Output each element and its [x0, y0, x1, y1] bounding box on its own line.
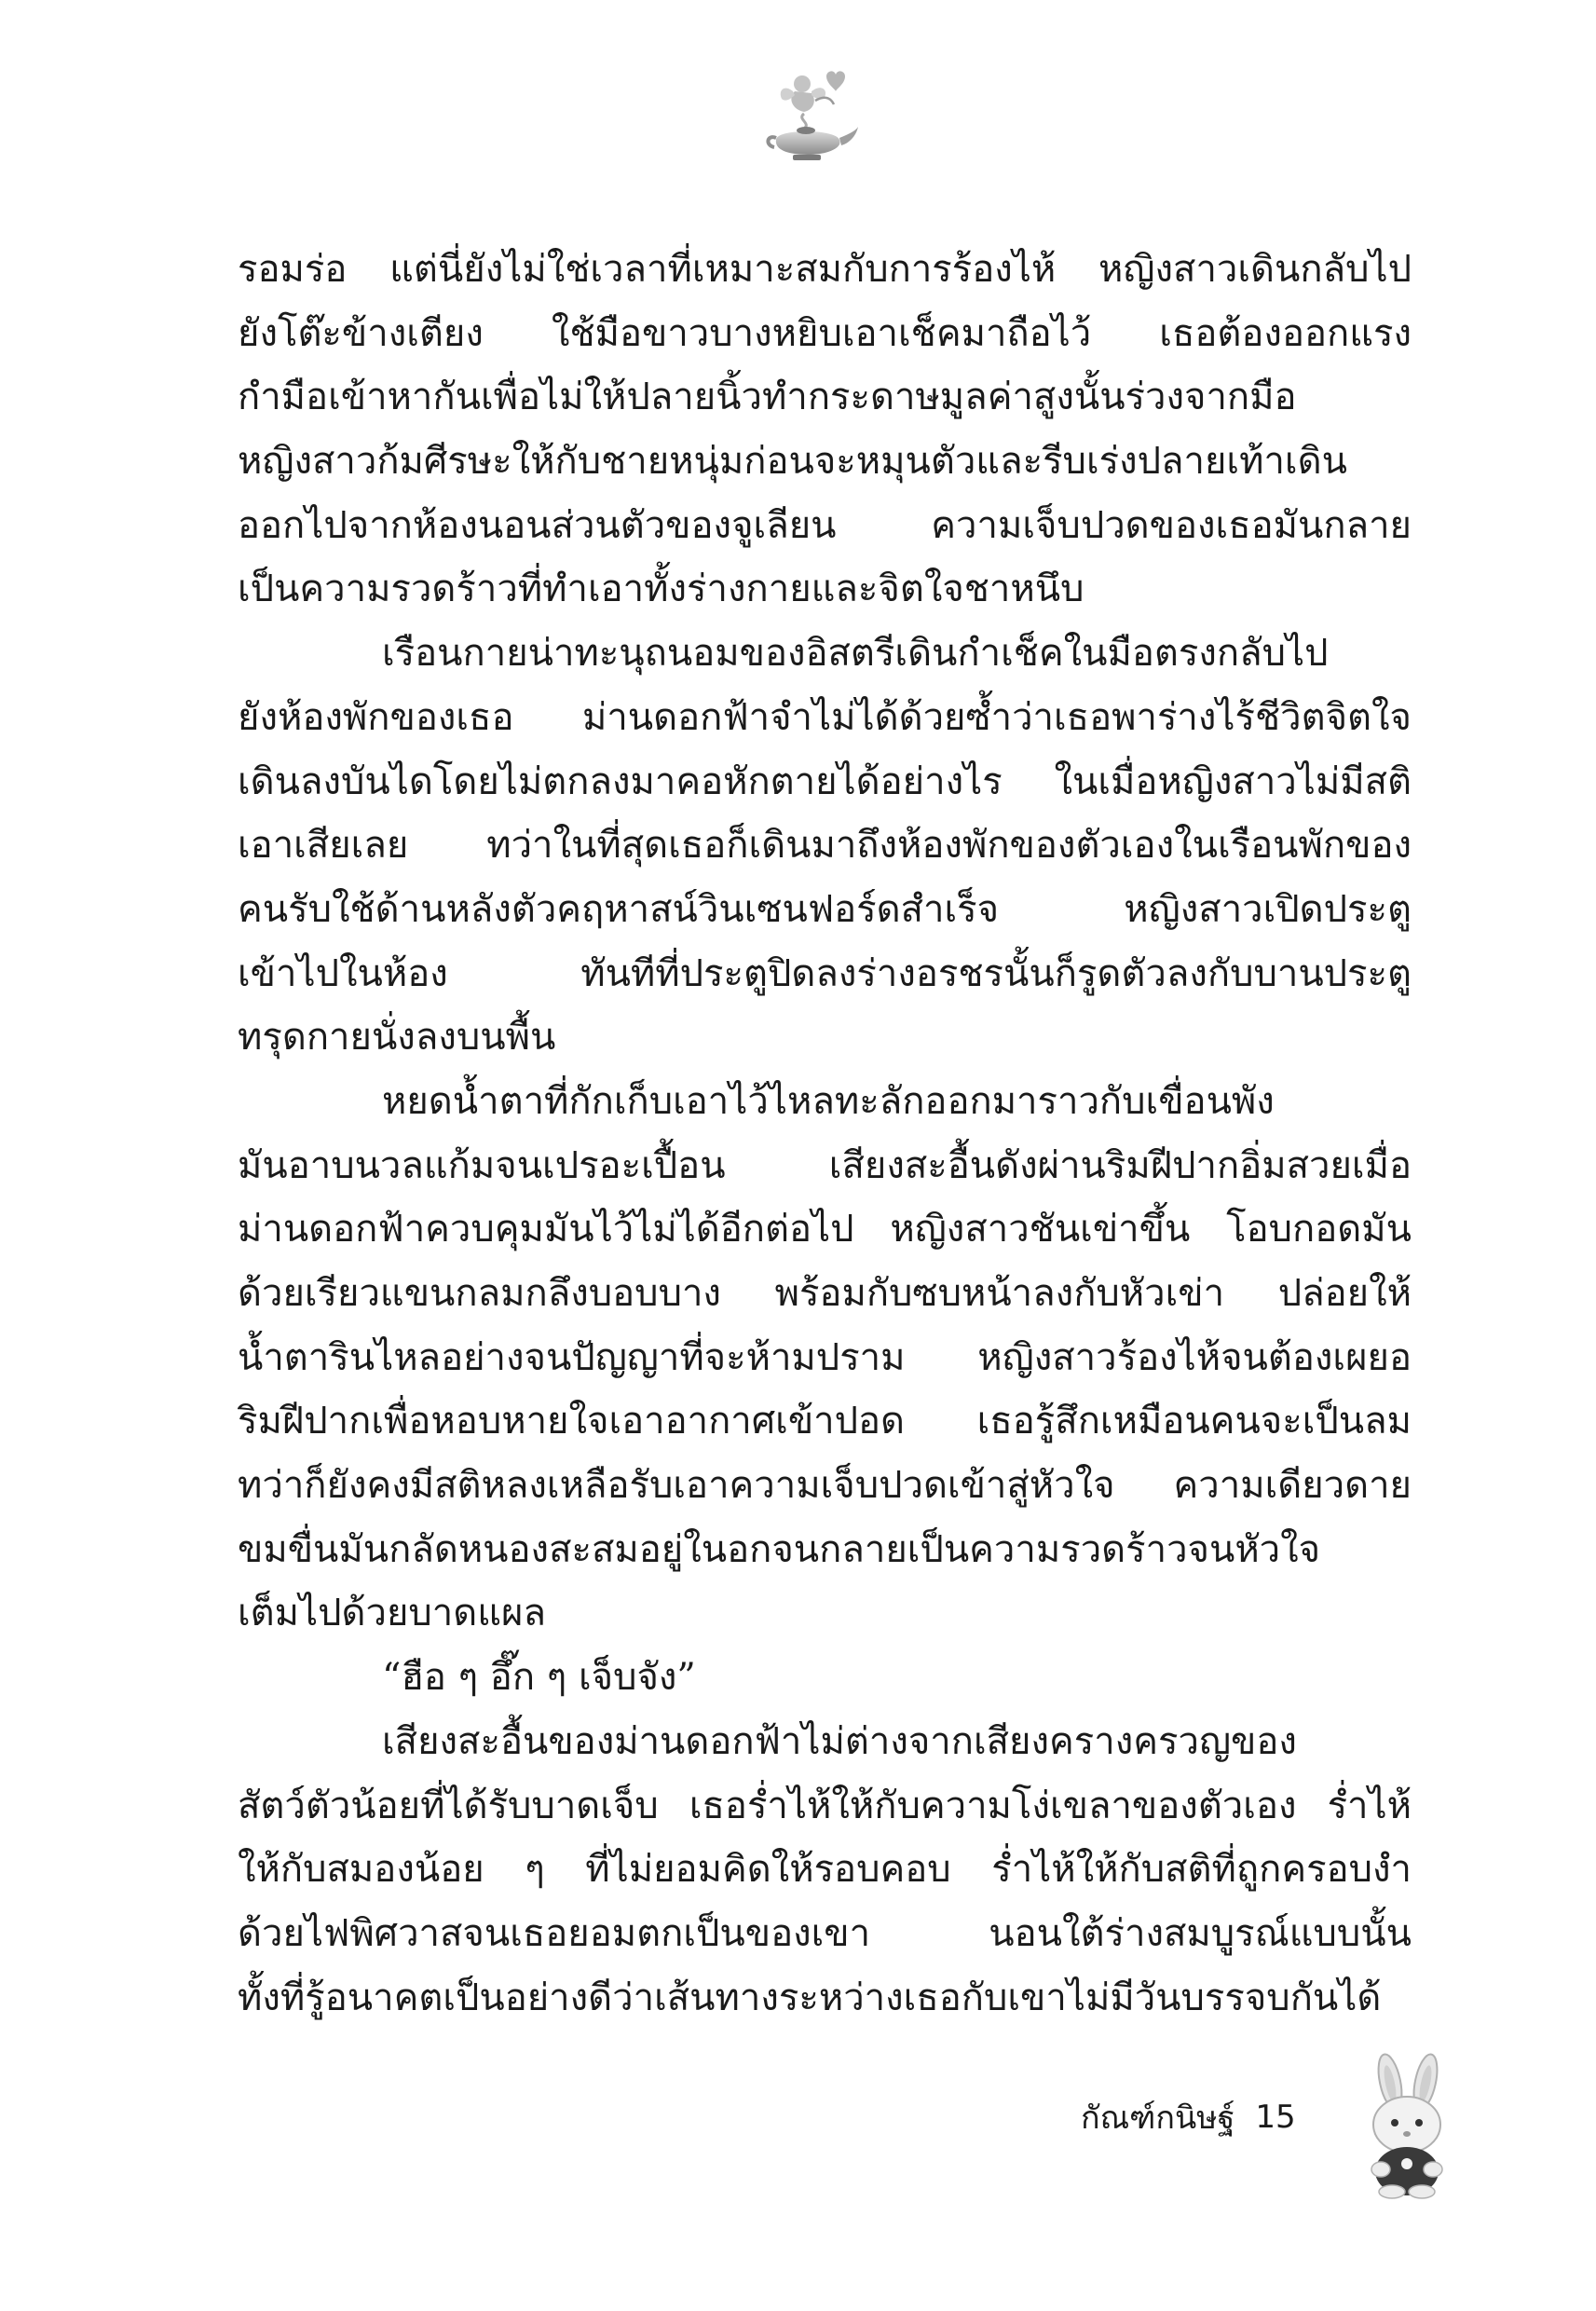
text-line: หญิงสาวก้มศีรษะให้กับชายหนุ่มก่อนจะหมุนตัวและรีบเร่งปลายเท้าเดิน — [238, 440, 1347, 484]
book-title: กัณฑ์กนิษฐ์ — [1081, 2099, 1235, 2137]
text-line: รอมร่อ แต่นี่ยังไม่ใช่เวลาที่เหมาะสมกับการร้องไห้ หญิงสาวเดินกลับไป — [238, 248, 1412, 291]
text-line: เดินลงบันไดโดยไม่ตกลงมาคอหักตายได้อย่างไร ในเมื่อหญิงสาวไม่มีสติ — [238, 759, 1412, 803]
text-line: ด้วยไฟพิศวาสจนเธอยอมตกเป็นของเขา นอนใต้ร่างสมบูรณ์แบบนั้น — [238, 1911, 1412, 1955]
text-line: เข้าไปในห้อง ทันทีที่ประตูปิดลงร่างอรชรนั้นก็รูดตัวลงกับบานประตู — [238, 951, 1412, 995]
cupid-genie-lamp-icon — [759, 63, 862, 166]
text-line: ทว่าก็ยังคงมีสติหลงเหลือรับเอาความเจ็บปวดเข้าสู่หัวใจ ความเดียวดาย — [238, 1464, 1412, 1508]
text-line: ออกไปจากห้องนอนส่วนตัวของจูเลียน ความเจ็บปวดของเธอมันกลาย — [238, 503, 1412, 547]
text-line: มันอาบนวลแก้มจนเปรอะเปื้อน เสียงสะอื้นดังผ่านริมฝีปากอิ่มสวยเมื่อ — [238, 1143, 1412, 1187]
text-line: กำมือเข้าหากันเพื่อไม่ให้ปลายนิ้วทำกระดาษมูลค่าสูงนั้นร่วงจากมือ — [238, 376, 1297, 419]
text-line: เสียงสะอื้นของม่านดอกฟ้าไม่ต่างจากเสียงครางครวญของ — [382, 1719, 1297, 1763]
text-line: ม่านดอกฟ้าควบคุมมันไว้ไม่ได้อีกต่อไป หญิงสาวชันเข่าขึ้น โอบกอดมัน — [238, 1208, 1412, 1251]
bunny-mascot-icon — [1351, 2050, 1463, 2199]
page-number: 15 — [1255, 2099, 1296, 2136]
text-line: เป็นความรวดร้าวที่ทำเอาทั้งร่างกายและจิตใจชาหนึบ — [238, 567, 1084, 611]
text-line: ยังห้องพักของเธอ ม่านดอกฟ้าจำไม่ได้ด้วยซ้ำว่าเธอพาร่างไร้ชีวิตจิตใจ — [238, 695, 1412, 739]
text-line: ทรุดกายนั่งลงบนพื้น — [238, 1016, 556, 1060]
text-line: ด้วยเรียวแขนกลมกลึงบอบบาง พร้อมกับซบหน้าลงกับหัวเข่า ปล่อยให้ — [238, 1272, 1412, 1315]
text-line: สัตว์ตัวน้อยที่ได้รับบาดเจ็บ เธอร่ำไห้ให้กับความโง่เขลาของตัวเอง ร่ำไห้ — [238, 1784, 1412, 1827]
page-footer — [1081, 2089, 1296, 2145]
text-line: ให้กับสมองน้อย ๆ ที่ไม่ยอมคิดให้รอบคอบ ร่ำไห้ให้กับสติที่ถูกครอบงำ — [238, 1848, 1412, 1892]
text-line: เรือนกายน่าทะนุถนอมของอิสตรีเดินกำเช็คในมือตรงกลับไป — [382, 632, 1329, 676]
body-text — [238, 238, 1412, 2030]
text-line: ทั้งที่รู้อนาคตเป็นอย่างดีว่าเส้นทางระหว่างเธอกับเขาไม่มีวันบรรจบกันได้ — [238, 1976, 1382, 2019]
text-line: น้ำตารินไหลอย่างจนปัญญาที่จะห้ามปราม หญิงสาวร้องไห้จนต้องเผยอ — [238, 1335, 1412, 1379]
text-line: เต็มไปด้วยบาดแผล — [238, 1592, 546, 1635]
text-line: คนรับใช้ด้านหลังตัวคฤหาสน์วินเซนฟอร์ดสำเร็จ หญิงสาวเปิดประตู — [238, 887, 1412, 931]
text-line: ขมขื่นมันกลัดหนองสะสมอยู่ในอกจนกลายเป็นความรวดร้าวจนหัวใจ — [238, 1527, 1321, 1571]
text-line: หยดน้ำตาที่กักเก็บเอาไว้ไหลทะลักออกมาราวกับเขื่อนพัง — [382, 1079, 1275, 1123]
text-line: “ฮือ ๆ อึ๊ก ๆ เจ็บจัง” — [382, 1656, 696, 1700]
text-line: ยังโต๊ะข้างเตียง ใช้มือขาวบางหยิบเอาเช็คมาถือไว้ เธอต้องออกแรง — [238, 311, 1412, 355]
text-line: เอาเสียเลย ทว่าในที่สุดเธอก็เดินมาถึงห้องพักของตัวเองในเรือนพักของ — [238, 824, 1412, 868]
text-line: ริมฝีปากเพื่อหอบหายใจเอาอากาศเข้าปอด เธอรู้สึกเหมือนคนจะเป็นลม — [238, 1400, 1412, 1443]
